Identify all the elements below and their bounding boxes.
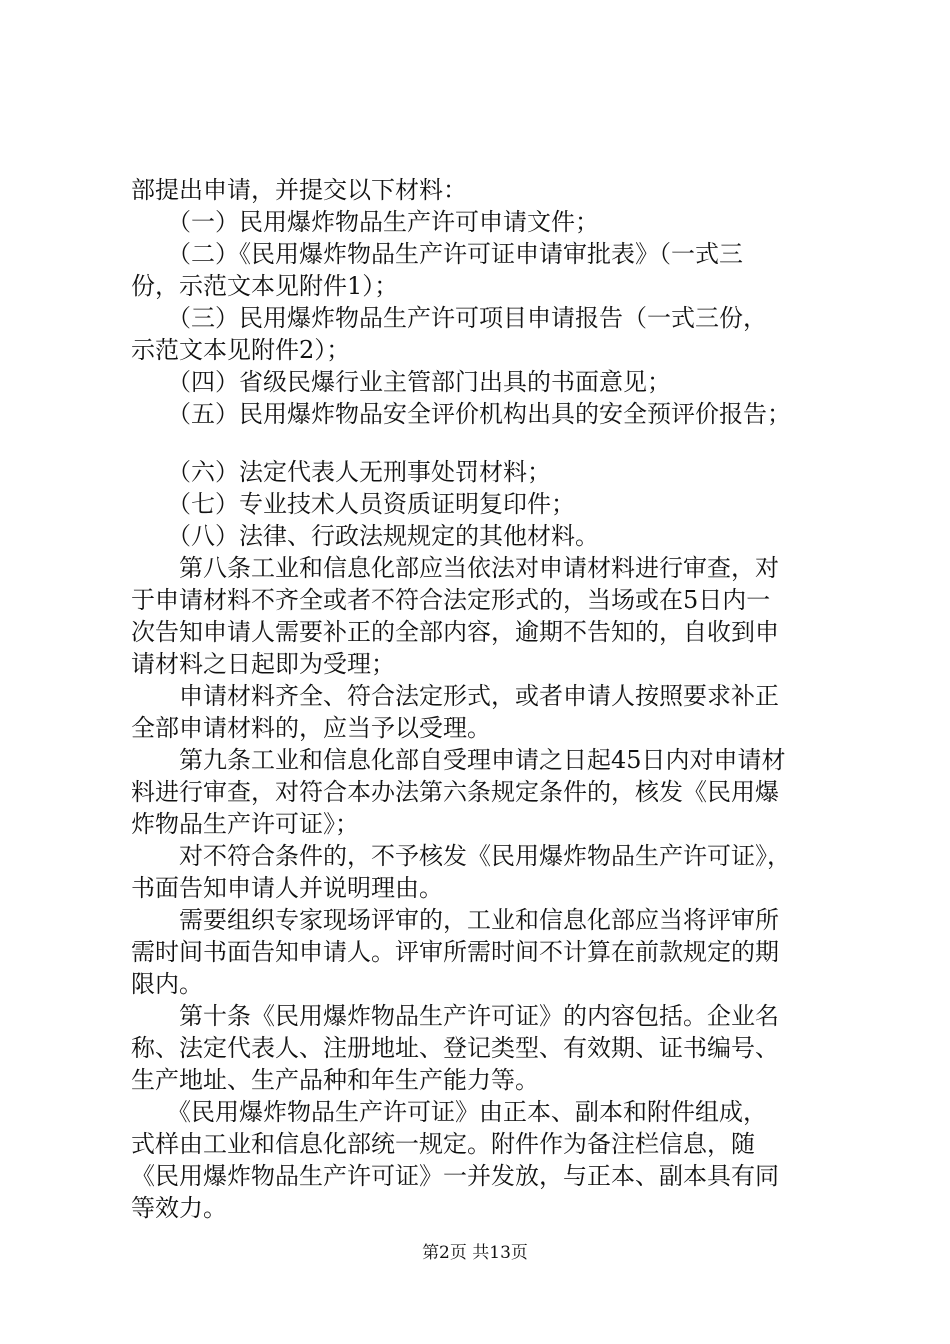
text-line: 全部申请材料的，应当予以受理。 (131, 714, 491, 742)
text-line: 于申请材料不齐全或者不符合法定形式的，当场或在5日内一 (131, 586, 771, 614)
text-line: 料进行审查，对符合本办法第六条规定条件的，核发《民用爆 (131, 778, 779, 806)
blank-line (131, 430, 831, 456)
text-line: 第八条工业和信息化部应当依法对申请材料进行审查，对 (131, 554, 779, 582)
text-line: （一）民用爆炸物品生产许可申请文件； (131, 208, 599, 236)
text-line: 炸物品生产许可证》； (131, 810, 359, 838)
text-line: 书面告知申请人并说明理由。 (131, 874, 443, 902)
text-line: 申请材料齐全、符合法定形式，或者申请人按照要求补正 (131, 682, 779, 710)
text-line: 《民用爆炸物品生产许可证》由正本、副本和附件组成， (131, 1098, 767, 1126)
text-line: 份，示范文本见附件1）； (131, 272, 399, 300)
page-number-label: 第2页 共13页 (422, 1243, 528, 1263)
text-line: 请材料之日起即为受理； (131, 650, 395, 678)
text-line: 《民用爆炸物品生产许可证》一并发放，与正本、副本具有同 (131, 1162, 779, 1190)
text-line: 需要组织专家现场评审的，工业和信息化部应当将评审所 (131, 906, 779, 934)
text-line: （六）法定代表人无刑事处罚材料； (131, 458, 551, 486)
text-line: 限内。 (131, 970, 203, 998)
text-line: （五）民用爆炸物品安全评价机构出具的安全预评价报告； (131, 400, 791, 428)
text-line: 部提出申请，并提交以下材料： (131, 176, 467, 204)
text-line: （七）专业技术人员资质证明复印件； (131, 490, 575, 518)
text-line: 等效力。 (131, 1194, 227, 1222)
text-line: （三）民用爆炸物品生产许可项目申请报告（一式三份， (131, 304, 767, 332)
text-line: 式样由工业和信息化部统一规定。附件作为备注栏信息，随 (131, 1130, 755, 1158)
text-line: 示范文本见附件2）； (131, 336, 351, 364)
document-body (131, 174, 831, 1224)
text-line: （八）法律、行政法规规定的其他材料。 (131, 522, 599, 550)
text-line: 生产地址、生产品种和年生产能力等。 (131, 1066, 539, 1094)
text-line: 次告知申请人需要补正的全部内容，逾期不告知的，自收到申 (131, 618, 779, 646)
text-line: 称、法定代表人、注册地址、登记类型、有效期、证书编号、 (131, 1034, 779, 1062)
text-line: 需时间书面告知申请人。评审所需时间不计算在前款规定的期 (131, 938, 779, 966)
text-line: （四）省级民爆行业主管部门出具的书面意见； (131, 368, 671, 396)
text-line: 第九条工业和信息化部自受理申请之日起45日内对申请材 (131, 746, 786, 774)
text-line: 对不符合条件的，不予核发《民用爆炸物品生产许可证》， (131, 842, 791, 870)
page-footer (0, 1242, 950, 1264)
text-line: （二）《民用爆炸物品生产许可证申请审批表》（一式三 (131, 240, 743, 268)
text-line: 第十条《民用爆炸物品生产许可证》的内容包括。企业名 (131, 1002, 779, 1030)
